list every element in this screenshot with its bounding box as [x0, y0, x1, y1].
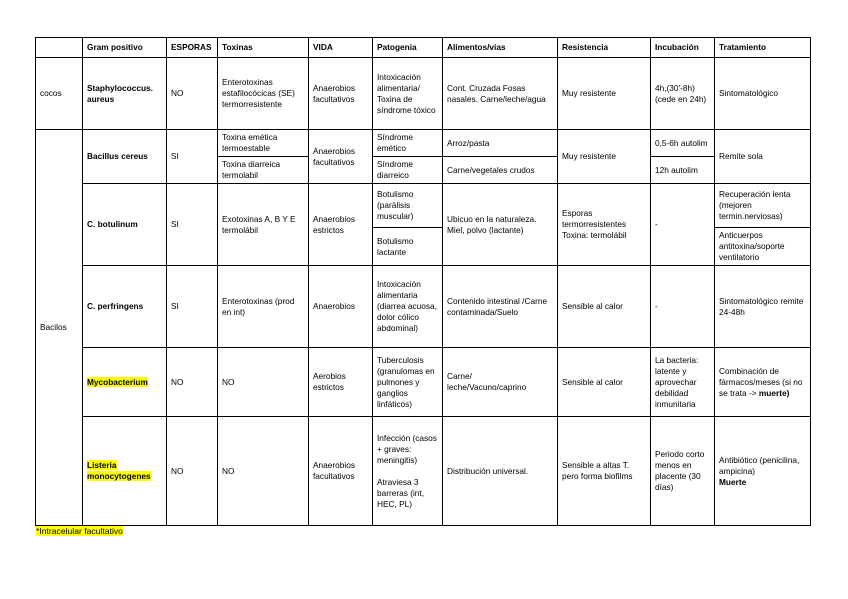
- vida-cell: Anaerobios: [309, 266, 373, 348]
- resistencia-cell: Muy resistente: [558, 58, 651, 130]
- alimentos-cell: Ubicuo en la naturaleza. Miel, polvo (lactante): [443, 184, 558, 266]
- toxinas-cell: Toxina diarreica termolabil: [218, 157, 309, 184]
- tratamiento-bold: Muerte: [719, 476, 747, 487]
- header-esporas: ESPORAS: [167, 38, 218, 58]
- tratamiento-cell: Anticuerpos antitoxina/soporte ventilatorio: [715, 228, 811, 266]
- bacteria-name: C. perfringens: [83, 266, 167, 348]
- patogenia-cell: Síndrome emético: [373, 130, 443, 157]
- highlighted-name: Mycobacterium: [87, 376, 148, 387]
- header-tratamiento: Tratamiento: [715, 38, 811, 58]
- alimentos-cell: Contenido intestinal /Carne contaminada/Suelo: [443, 266, 558, 348]
- vida-cell: Anaerobios facultativos: [309, 130, 373, 184]
- resistencia-cell: Sensible al calor: [558, 266, 651, 348]
- tratamiento-bold: muerte): [758, 387, 790, 398]
- incubacion-cell: 0,5-6h autolim: [651, 130, 715, 157]
- esporas-cell: SI: [167, 130, 218, 184]
- vida-cell: Anaerobios facultativos: [309, 417, 373, 526]
- toxinas-cell: NO: [218, 417, 309, 526]
- tratamiento-cell: Recuperación lenta (mejoren termin.nerviosas): [715, 184, 811, 228]
- vida-cell: Aerobios estrictos: [309, 348, 373, 417]
- patogenia-cell: Botulismo (parálisis muscular): [373, 184, 443, 228]
- toxinas-cell: NO: [218, 348, 309, 417]
- toxinas-cell: Enterotoxinas (prod en int): [218, 266, 309, 348]
- header-gram: Gram positivo: [83, 38, 167, 58]
- tratamiento-cell: [715, 417, 811, 526]
- resistencia-cell: Sensible a altas T. pero forma biofilms: [558, 417, 651, 526]
- toxinas-cell: Enterotoxinas estafilocócicas (SE) termorresistente: [218, 58, 309, 130]
- header-alimentos: Alimentos/vías: [443, 38, 558, 58]
- esporas-cell: NO: [167, 348, 218, 417]
- tratamiento-text: Combinación de fármacos/meses (si no se trata ->: [719, 365, 803, 398]
- vida-cell: Anaerobios estrictos: [309, 184, 373, 266]
- header-blank: [36, 38, 83, 58]
- footnote-text: *Intracelular facultativo: [36, 526, 123, 536]
- header-incubacion: Incubación: [651, 38, 715, 58]
- header-vida: VIDA: [309, 38, 373, 58]
- incubacion-cell: 4h,(30'-8h) (cede en 24h): [651, 58, 715, 130]
- alimentos-cell: Distribución universal.: [443, 417, 558, 526]
- bacteria-name: Bacillus cereus: [83, 130, 167, 184]
- table-row: [36, 266, 811, 348]
- incubacion-cell: -: [651, 184, 715, 266]
- resistencia-cell: Esporas termorresistentes Toxina: termolábil: [558, 184, 651, 266]
- highlighted-name: Listeria monocytogenes: [87, 460, 151, 481]
- bacteria-name: C. botulinum: [83, 184, 167, 266]
- patogenia-cell: Intoxicación alimentaria (diarrea acuosa, dolor cólico abdominal): [373, 266, 443, 348]
- incubacion-cell: Periodo corto menos en placente (30 días): [651, 417, 715, 526]
- header-toxinas: Toxinas: [218, 38, 309, 58]
- header-row: [36, 38, 811, 58]
- resistencia-cell: Sensible al calor: [558, 348, 651, 417]
- table-row: [36, 130, 811, 157]
- alimentos-cell: Arroz/pasta: [443, 130, 558, 157]
- header-patogenia: Patogenia: [373, 38, 443, 58]
- alimentos-cell: Carne/ leche/Vacuno/caprino: [443, 348, 558, 417]
- tratamiento-text: Antibiótico (penicilina, ampicina): [719, 454, 800, 476]
- patogenia-cell: Botulismo lactante: [373, 228, 443, 266]
- bacteria-table: [35, 37, 811, 526]
- table-row: [36, 58, 811, 130]
- toxinas-cell: Exotoxinas A, B Y E termolábil: [218, 184, 309, 266]
- table-row: [36, 184, 811, 228]
- esporas-cell: SI: [167, 184, 218, 266]
- incubacion-cell: -: [651, 266, 715, 348]
- esporas-cell: NO: [167, 58, 218, 130]
- bacteria-name: [83, 417, 167, 526]
- resistencia-cell: Muy resistente: [558, 130, 651, 184]
- incubacion-cell: La bacteria: latente y aprovechar debilidad inmunitaria: [651, 348, 715, 417]
- header-resistencia: Resistencia: [558, 38, 651, 58]
- table-row: [36, 417, 811, 526]
- toxinas-cell: Toxina emética termoestable: [218, 130, 309, 157]
- patogenia-cell: Síndrome diarreico: [373, 157, 443, 184]
- group-cocos: cocos: [36, 58, 83, 130]
- footnote: [36, 526, 123, 537]
- group-bacilos: Bacilos: [36, 130, 83, 526]
- tratamiento-cell: Sintomatológico remite 24-48h: [715, 266, 811, 348]
- patogenia-text: Infección (casos + graves: meningitis): [377, 432, 437, 465]
- alimentos-cell: Cont. Cruzada Fosas nasales. Carne/leche/agua: [443, 58, 558, 130]
- esporas-cell: NO: [167, 417, 218, 526]
- patogenia-cell: Intoxicación alimentaria/ Toxina de síndrome tóxico: [373, 58, 443, 130]
- bacteria-name: [83, 348, 167, 417]
- tratamiento-cell: [715, 348, 811, 417]
- vida-cell: Anaerobios facultativos: [309, 58, 373, 130]
- patogenia-cell: Tuberculosis (granulomas en pulmones y ganglios linfáticos): [373, 348, 443, 417]
- incubacion-cell: 12h autolim: [651, 157, 715, 184]
- patogenia-text: Atraviesa 3 barreras (int, HEC, PL): [377, 476, 425, 509]
- bacteria-name: Staphylococcus. aureus: [83, 58, 167, 130]
- tratamiento-cell: Remite sola: [715, 130, 811, 184]
- table-row: [36, 348, 811, 417]
- esporas-cell: SI: [167, 266, 218, 348]
- patogenia-cell: [373, 417, 443, 526]
- tratamiento-cell: Sintomatológico: [715, 58, 811, 130]
- alimentos-cell: Carne/vegetales crudos: [443, 157, 558, 184]
